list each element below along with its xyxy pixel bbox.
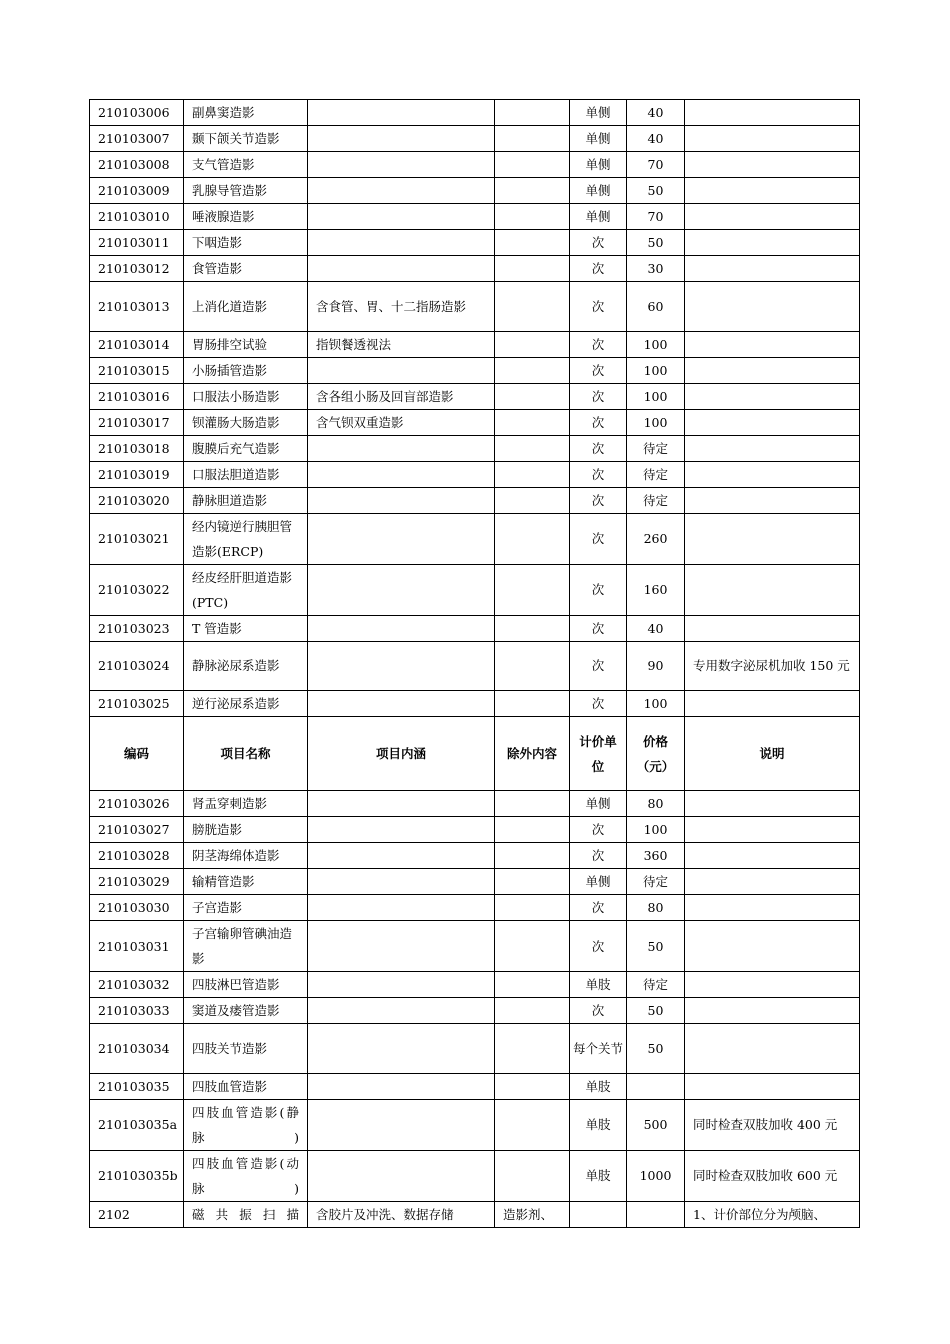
table-row xyxy=(90,152,860,178)
cell-price: 90 xyxy=(627,641,685,691)
cell-price: 待定 xyxy=(627,869,685,895)
cell-note xyxy=(685,331,860,357)
cell-excluded xyxy=(495,409,570,435)
cell-content xyxy=(308,1073,495,1099)
cell-price: 100 xyxy=(627,817,685,843)
header-note: 说明 xyxy=(685,717,860,791)
table-row xyxy=(90,1099,860,1150)
cell-unit: 单肢 xyxy=(570,1099,627,1150)
cell-note xyxy=(685,357,860,383)
cell-code: 210103006 xyxy=(90,100,184,126)
cell-note xyxy=(685,895,860,921)
cell-note xyxy=(685,869,860,895)
cell-name: 四肢关节造影 xyxy=(184,1024,308,1074)
cell-code: 210103018 xyxy=(90,435,184,461)
cell-excluded xyxy=(495,204,570,230)
table-row xyxy=(90,691,860,717)
table-row xyxy=(90,282,860,332)
table-row xyxy=(90,256,860,282)
cell-unit: 单肢 xyxy=(570,972,627,998)
cell-code: 210103023 xyxy=(90,615,184,641)
cell-unit: 次 xyxy=(570,487,627,513)
cell-excluded xyxy=(495,817,570,843)
cell-unit: 次 xyxy=(570,409,627,435)
cell-content xyxy=(308,230,495,256)
cell-unit: 单侧 xyxy=(570,100,627,126)
cell-code: 210103010 xyxy=(90,204,184,230)
cell-excluded xyxy=(495,843,570,869)
cell-note xyxy=(685,513,860,564)
cell-excluded xyxy=(495,435,570,461)
cell-unit: 次 xyxy=(570,282,627,332)
cell-code: 210103011 xyxy=(90,230,184,256)
table-row xyxy=(90,461,860,487)
cell-excluded xyxy=(495,357,570,383)
cell-note xyxy=(685,204,860,230)
cell-price: 50 xyxy=(627,921,685,972)
cell-code: 210103028 xyxy=(90,843,184,869)
cell-name: 静脉胆道造影 xyxy=(184,487,308,513)
cell-note xyxy=(685,1073,860,1099)
cell-price: 40 xyxy=(627,100,685,126)
cell-name: 副鼻窦造影 xyxy=(184,100,308,126)
cell-content xyxy=(308,641,495,691)
cell-note xyxy=(685,1024,860,1074)
cell-name: 口服法小肠造影 xyxy=(184,383,308,409)
cell-content: 含气钡双重造影 xyxy=(308,409,495,435)
cell-name: 磁共振扫描 xyxy=(184,1201,308,1227)
cell-note xyxy=(685,615,860,641)
cell-name: 下咽造影 xyxy=(184,230,308,256)
cell-excluded xyxy=(495,998,570,1024)
cell-price: 80 xyxy=(627,791,685,817)
cell-unit: 单肢 xyxy=(570,1150,627,1201)
cell-content: 指钡餐透视法 xyxy=(308,331,495,357)
cell-note xyxy=(685,817,860,843)
cell-price: 待定 xyxy=(627,435,685,461)
table-row xyxy=(90,1150,860,1201)
cell-note xyxy=(685,921,860,972)
cell-content xyxy=(308,204,495,230)
cell-code: 210103008 xyxy=(90,152,184,178)
cell-code: 210103031 xyxy=(90,921,184,972)
cell-unit: 每个关节 xyxy=(570,1024,627,1074)
table-row xyxy=(90,895,860,921)
table-row xyxy=(90,1201,860,1227)
table-row xyxy=(90,1024,860,1074)
cell-excluded: 造影剂、 xyxy=(495,1201,570,1227)
table-row xyxy=(90,100,860,126)
cell-excluded xyxy=(495,513,570,564)
table-row xyxy=(90,435,860,461)
cell-excluded xyxy=(495,564,570,615)
cell-price: 40 xyxy=(627,615,685,641)
table-row xyxy=(90,869,860,895)
cell-price: 100 xyxy=(627,383,685,409)
cell-content xyxy=(308,817,495,843)
cell-price: 50 xyxy=(627,998,685,1024)
cell-content xyxy=(308,895,495,921)
cell-note xyxy=(685,126,860,152)
table-row xyxy=(90,843,860,869)
cell-code: 210103013 xyxy=(90,282,184,332)
cell-excluded xyxy=(495,921,570,972)
cell-price: 50 xyxy=(627,1024,685,1074)
cell-note xyxy=(685,972,860,998)
cell-name: 经内镜逆行胰胆管造影(ERCP) xyxy=(184,513,308,564)
cell-unit: 次 xyxy=(570,998,627,1024)
header-price: 价格（元） xyxy=(627,717,685,791)
cell-unit: 次 xyxy=(570,615,627,641)
cell-price: 待定 xyxy=(627,972,685,998)
cell-code: 210103007 xyxy=(90,126,184,152)
cell-unit: 单侧 xyxy=(570,791,627,817)
cell-content xyxy=(308,461,495,487)
cell-excluded xyxy=(495,1150,570,1201)
cell-price: 260 xyxy=(627,513,685,564)
cell-unit: 次 xyxy=(570,357,627,383)
cell-price: 1000 xyxy=(627,1150,685,1201)
cell-price: 160 xyxy=(627,564,685,615)
table-row xyxy=(90,409,860,435)
table-row xyxy=(90,972,860,998)
cell-name: 膀胱造影 xyxy=(184,817,308,843)
cell-code: 2102 xyxy=(90,1201,184,1227)
cell-code: 210103019 xyxy=(90,461,184,487)
cell-name: 支气管造影 xyxy=(184,152,308,178)
cell-content xyxy=(308,178,495,204)
cell-note xyxy=(685,100,860,126)
table-row xyxy=(90,615,860,641)
cell-note xyxy=(685,691,860,717)
cell-name: 四肢血管造影(动脉) xyxy=(184,1150,308,1201)
cell-name: 上消化道造影 xyxy=(184,282,308,332)
cell-content xyxy=(308,564,495,615)
cell-code: 210103022 xyxy=(90,564,184,615)
cell-name: 腹膜后充气造影 xyxy=(184,435,308,461)
cell-content: 含胶片及冲洗、数据存储 xyxy=(308,1201,495,1227)
table-row xyxy=(90,126,860,152)
table-row xyxy=(90,921,860,972)
cell-price: 待定 xyxy=(627,487,685,513)
table-header-row xyxy=(90,717,860,791)
cell-unit: 单侧 xyxy=(570,869,627,895)
cell-price: 待定 xyxy=(627,461,685,487)
table-row xyxy=(90,230,860,256)
header-content: 项目内涵 xyxy=(308,717,495,791)
cell-excluded xyxy=(495,178,570,204)
cell-price: 500 xyxy=(627,1099,685,1150)
cell-note xyxy=(685,461,860,487)
cell-unit: 次 xyxy=(570,817,627,843)
cell-excluded xyxy=(495,282,570,332)
cell-excluded xyxy=(495,641,570,691)
cell-unit: 单肢 xyxy=(570,1073,627,1099)
cell-price: 30 xyxy=(627,256,685,282)
cell-price: 50 xyxy=(627,230,685,256)
cell-content xyxy=(308,972,495,998)
cell-code: 210103016 xyxy=(90,383,184,409)
cell-content xyxy=(308,921,495,972)
cell-excluded xyxy=(495,383,570,409)
cell-content xyxy=(308,998,495,1024)
cell-unit: 次 xyxy=(570,641,627,691)
cell-excluded xyxy=(495,230,570,256)
cell-content xyxy=(308,791,495,817)
cell-code: 210103012 xyxy=(90,256,184,282)
cell-note: 1、计价部位分为颅脑、 xyxy=(685,1201,860,1227)
table-row xyxy=(90,1073,860,1099)
table-row xyxy=(90,791,860,817)
cell-content xyxy=(308,256,495,282)
cell-excluded xyxy=(495,972,570,998)
cell-code: 210103025 xyxy=(90,691,184,717)
cell-code: 210103014 xyxy=(90,331,184,357)
cell-unit: 单侧 xyxy=(570,204,627,230)
cell-name: 钡灌肠大肠造影 xyxy=(184,409,308,435)
cell-unit: 次 xyxy=(570,331,627,357)
header-name: 项目名称 xyxy=(184,717,308,791)
cell-price: 50 xyxy=(627,178,685,204)
cell-name: 静脉泌尿系造影 xyxy=(184,641,308,691)
cell-name: 胃肠排空试验 xyxy=(184,331,308,357)
cell-price: 60 xyxy=(627,282,685,332)
cell-content xyxy=(308,1150,495,1201)
cell-name: 乳腺导管造影 xyxy=(184,178,308,204)
header-excluded: 除外内容 xyxy=(495,717,570,791)
cell-content xyxy=(308,100,495,126)
cell-excluded xyxy=(495,126,570,152)
cell-content xyxy=(308,513,495,564)
cell-code: 210103020 xyxy=(90,487,184,513)
cell-name: 逆行泌尿系造影 xyxy=(184,691,308,717)
cell-content xyxy=(308,435,495,461)
cell-code: 210103035b xyxy=(90,1150,184,1201)
cell-excluded xyxy=(495,791,570,817)
table-row xyxy=(90,817,860,843)
cell-excluded xyxy=(495,1073,570,1099)
cell-unit: 次 xyxy=(570,435,627,461)
table-row xyxy=(90,383,860,409)
cell-price: 70 xyxy=(627,152,685,178)
cell-code: 210103015 xyxy=(90,357,184,383)
cell-unit: 单侧 xyxy=(570,152,627,178)
cell-code: 210103029 xyxy=(90,869,184,895)
cell-note xyxy=(685,230,860,256)
cell-excluded xyxy=(495,691,570,717)
cell-code: 210103021 xyxy=(90,513,184,564)
cell-excluded xyxy=(495,487,570,513)
cell-unit: 次 xyxy=(570,843,627,869)
cell-note xyxy=(685,998,860,1024)
table-row xyxy=(90,204,860,230)
table-row xyxy=(90,357,860,383)
table-row xyxy=(90,998,860,1024)
cell-code: 210103032 xyxy=(90,972,184,998)
cell-name: 经皮经肝胆道造影(PTC) xyxy=(184,564,308,615)
cell-unit: 次 xyxy=(570,256,627,282)
table-row xyxy=(90,513,860,564)
cell-unit xyxy=(570,1201,627,1227)
cell-name: 口服法胆道造影 xyxy=(184,461,308,487)
cell-note xyxy=(685,152,860,178)
cell-price: 100 xyxy=(627,357,685,383)
cell-excluded xyxy=(495,869,570,895)
cell-note xyxy=(685,409,860,435)
table-row xyxy=(90,331,860,357)
header-unit: 计价单位 xyxy=(570,717,627,791)
price-table xyxy=(89,99,860,1228)
cell-content xyxy=(308,126,495,152)
header-code: 编码 xyxy=(90,717,184,791)
cell-code: 210103024 xyxy=(90,641,184,691)
cell-name: 四肢淋巴管造影 xyxy=(184,972,308,998)
cell-note xyxy=(685,178,860,204)
cell-note: 专用数字泌尿机加收 150 元 xyxy=(685,641,860,691)
cell-name: 输精管造影 xyxy=(184,869,308,895)
cell-excluded xyxy=(495,100,570,126)
cell-content xyxy=(308,1099,495,1150)
cell-name: 唾液腺造影 xyxy=(184,204,308,230)
cell-unit: 次 xyxy=(570,921,627,972)
cell-unit: 单侧 xyxy=(570,178,627,204)
cell-note xyxy=(685,487,860,513)
cell-code: 210103033 xyxy=(90,998,184,1024)
cell-excluded xyxy=(495,152,570,178)
cell-unit: 次 xyxy=(570,513,627,564)
cell-excluded xyxy=(495,1099,570,1150)
cell-name: 小肠插管造影 xyxy=(184,357,308,383)
cell-content xyxy=(308,357,495,383)
cell-note: 同时检查双肢加收 400 元 xyxy=(685,1099,860,1150)
cell-code: 210103035a xyxy=(90,1099,184,1150)
cell-name: 四肢血管造影 xyxy=(184,1073,308,1099)
cell-unit: 单侧 xyxy=(570,126,627,152)
table-row xyxy=(90,178,860,204)
cell-content xyxy=(308,691,495,717)
cell-price: 100 xyxy=(627,331,685,357)
cell-name: T 管造影 xyxy=(184,615,308,641)
cell-price: 80 xyxy=(627,895,685,921)
cell-unit: 次 xyxy=(570,383,627,409)
cell-price xyxy=(627,1201,685,1227)
cell-price: 70 xyxy=(627,204,685,230)
cell-content: 含食管、胃、十二指肠造影 xyxy=(308,282,495,332)
cell-unit: 次 xyxy=(570,230,627,256)
cell-name: 窦道及瘘管造影 xyxy=(184,998,308,1024)
cell-excluded xyxy=(495,615,570,641)
cell-code: 210103026 xyxy=(90,791,184,817)
cell-code: 210103009 xyxy=(90,178,184,204)
cell-content xyxy=(308,1024,495,1074)
cell-name: 肾盂穿刺造影 xyxy=(184,791,308,817)
cell-code: 210103027 xyxy=(90,817,184,843)
cell-code: 210103017 xyxy=(90,409,184,435)
cell-name: 颞下颌关节造影 xyxy=(184,126,308,152)
cell-unit: 次 xyxy=(570,691,627,717)
table-row xyxy=(90,641,860,691)
cell-content xyxy=(308,869,495,895)
cell-note xyxy=(685,791,860,817)
cell-note xyxy=(685,843,860,869)
cell-note xyxy=(685,383,860,409)
cell-note xyxy=(685,256,860,282)
table-row xyxy=(90,564,860,615)
cell-excluded xyxy=(495,461,570,487)
cell-code: 210103034 xyxy=(90,1024,184,1074)
cell-excluded xyxy=(495,331,570,357)
cell-unit: 次 xyxy=(570,895,627,921)
cell-note xyxy=(685,282,860,332)
cell-price: 100 xyxy=(627,691,685,717)
cell-name: 阴茎海绵体造影 xyxy=(184,843,308,869)
cell-excluded xyxy=(495,256,570,282)
cell-content: 含各组小肠及回盲部造影 xyxy=(308,383,495,409)
cell-price xyxy=(627,1073,685,1099)
cell-name: 食管造影 xyxy=(184,256,308,282)
cell-content xyxy=(308,615,495,641)
cell-content xyxy=(308,843,495,869)
cell-excluded xyxy=(495,895,570,921)
cell-note: 同时检查双肢加收 600 元 xyxy=(685,1150,860,1201)
cell-code: 210103035 xyxy=(90,1073,184,1099)
cell-name: 子宫输卵管碘油造影 xyxy=(184,921,308,972)
cell-price: 40 xyxy=(627,126,685,152)
table-row xyxy=(90,487,860,513)
cell-unit: 次 xyxy=(570,564,627,615)
cell-note xyxy=(685,435,860,461)
cell-price: 360 xyxy=(627,843,685,869)
cell-content xyxy=(308,487,495,513)
cell-name: 四肢血管造影(静脉) xyxy=(184,1099,308,1150)
cell-price: 100 xyxy=(627,409,685,435)
cell-name: 子宫造影 xyxy=(184,895,308,921)
cell-unit: 次 xyxy=(570,461,627,487)
cell-code: 210103030 xyxy=(90,895,184,921)
cell-excluded xyxy=(495,1024,570,1074)
cell-note xyxy=(685,564,860,615)
cell-content xyxy=(308,152,495,178)
